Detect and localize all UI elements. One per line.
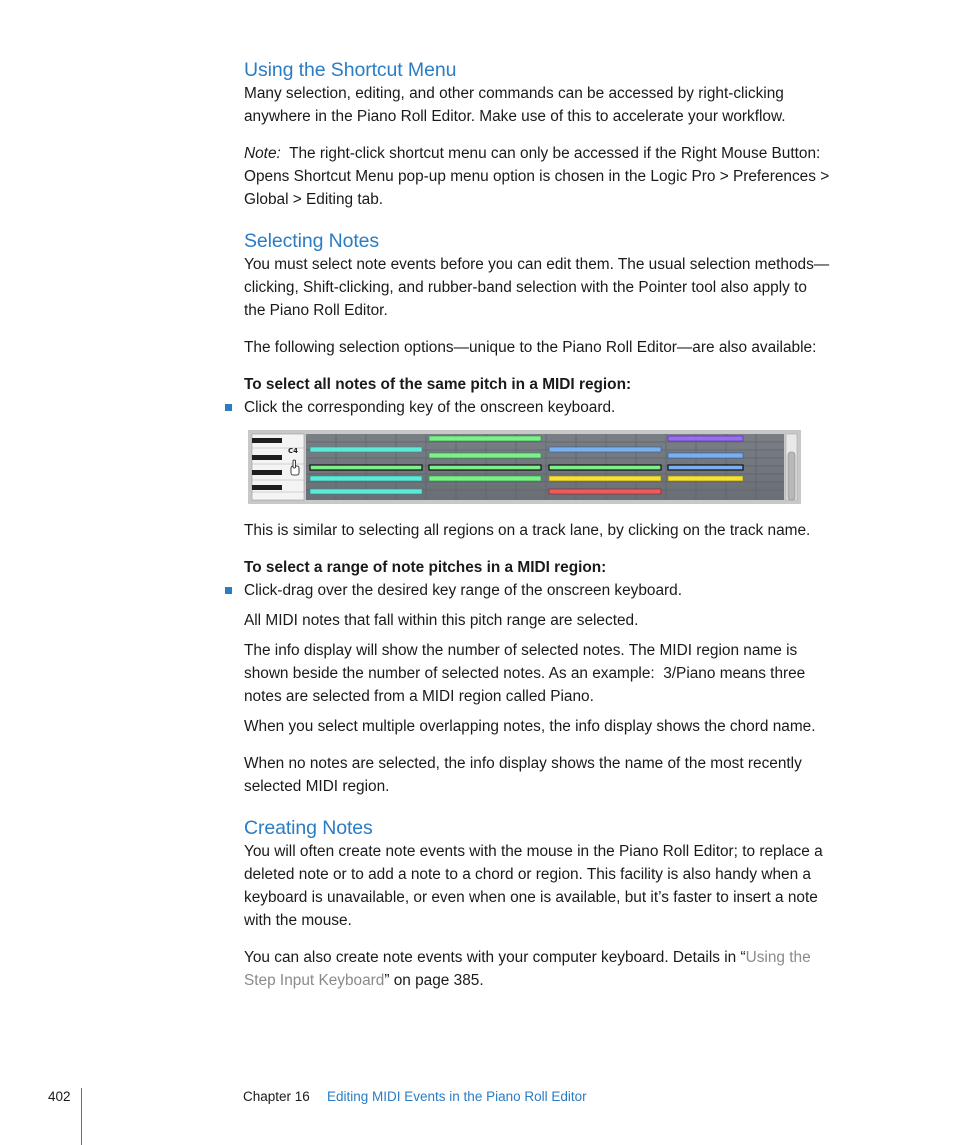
midi-note[interactable] xyxy=(668,476,743,481)
page-footer xyxy=(0,1088,954,1145)
creating-paragraph-1: You will often create note events with the mouse in the Piano Roll Editor; to replace a deleted note or to add a note to a chord or region. This facility is also handy when a keyboard is unavailable, or even when one is available, but it’s faster to insert a note with the mouse. xyxy=(244,843,823,929)
chord-name-paragraph: When you select multiple overlapping notes, the info display shows the chord name. xyxy=(244,718,816,735)
midi-note[interactable] xyxy=(549,476,661,481)
page-number: 402 xyxy=(48,1089,71,1104)
step-input-keyboard-link[interactable]: Using the Step Input Keyboard xyxy=(244,949,811,989)
heading-creating-notes: Creating Notes xyxy=(244,817,373,839)
task-same-pitch-bullet: Click the corresponding key of the onscreen keyboard. xyxy=(244,396,869,419)
task-same-pitch-title: To select all notes of the same pitch in a MIDI region: xyxy=(244,376,632,393)
midi-note[interactable] xyxy=(549,489,661,494)
heading-shortcut-menu: Using the Shortcut Menu xyxy=(244,59,457,81)
midi-note[interactable] xyxy=(429,465,541,470)
selecting-paragraph-2: The following selection options—unique to the Piano Roll Editor—are also available: xyxy=(244,339,817,356)
chapter-label: Chapter 16 xyxy=(243,1089,310,1104)
black-key[interactable] xyxy=(252,470,282,475)
black-key[interactable] xyxy=(252,455,282,460)
midi-note[interactable] xyxy=(310,447,422,452)
midi-note[interactable] xyxy=(668,436,743,441)
black-key[interactable] xyxy=(252,485,282,490)
key-label-c4: C4 xyxy=(288,447,299,455)
onscreen-keyboard xyxy=(252,434,304,500)
note-label: Note: xyxy=(244,145,281,162)
creating-paragraph-2: You can also create note events with your computer keyboard. Details in “Using the Step Input Keyboard” on page 385. xyxy=(244,949,811,989)
midi-note[interactable] xyxy=(310,489,422,494)
midi-note[interactable] xyxy=(429,476,541,481)
range-result-paragraph: All MIDI notes that fall within this pitch range are selected. xyxy=(244,612,639,629)
heading-selecting-notes: Selecting Notes xyxy=(244,230,380,252)
midi-note[interactable] xyxy=(549,447,661,452)
piano-roll-figure xyxy=(248,430,801,504)
footer-divider xyxy=(81,1088,82,1145)
task-range-bullet: Click-drag over the desired key range of the onscreen keyboard. xyxy=(244,579,869,602)
midi-note[interactable] xyxy=(429,436,541,441)
piano-roll-screenshot xyxy=(248,430,801,504)
no-selection-paragraph: When no notes are selected, the info display shows the name of the most recently selected MIDI region. xyxy=(244,755,802,795)
shortcut-note: Note: The right-click shortcut menu can only be accessed if the Right Mouse Button: Opens Shortcut Menu pop-up menu option is chosen in the Logic Pro > Preferences > Global > Editing tab. xyxy=(244,145,830,208)
after-figure-paragraph: This is similar to selecting all regions on a track lane, by clicking on the track name. xyxy=(244,522,811,539)
vertical-scrollbar[interactable] xyxy=(786,434,797,500)
chapter-title: Editing MIDI Events in the Piano Roll Editor xyxy=(327,1089,587,1104)
midi-note[interactable] xyxy=(310,476,422,481)
midi-note[interactable] xyxy=(429,453,541,458)
shortcut-paragraph: Many selection, editing, and other commands can be accessed by right-clicking anywhere in the Piano Roll Editor. Make use of this to accelerate your workflow. xyxy=(244,85,786,125)
midi-note[interactable] xyxy=(668,465,743,470)
task-range-title: To select a range of note pitches in a MIDI region: xyxy=(244,559,607,576)
midi-note[interactable] xyxy=(549,465,661,470)
selecting-paragraph-1: You must select note events before you can edit them. The usual selection methods— clicking, Shift-clicking, and rubber-band selection with the Pointer tool also apply to the Piano Roll Editor. xyxy=(244,256,830,319)
midi-note[interactable] xyxy=(310,465,422,470)
page-content xyxy=(244,58,869,992)
info-display-paragraph: The info display will show the number of selected notes. The MIDI region name is shown beside the number of selected notes. As an example: 3/Piano means three notes are selected from a MIDI region called Piano. xyxy=(244,642,806,705)
black-key[interactable] xyxy=(252,438,282,443)
midi-note[interactable] xyxy=(668,453,743,458)
